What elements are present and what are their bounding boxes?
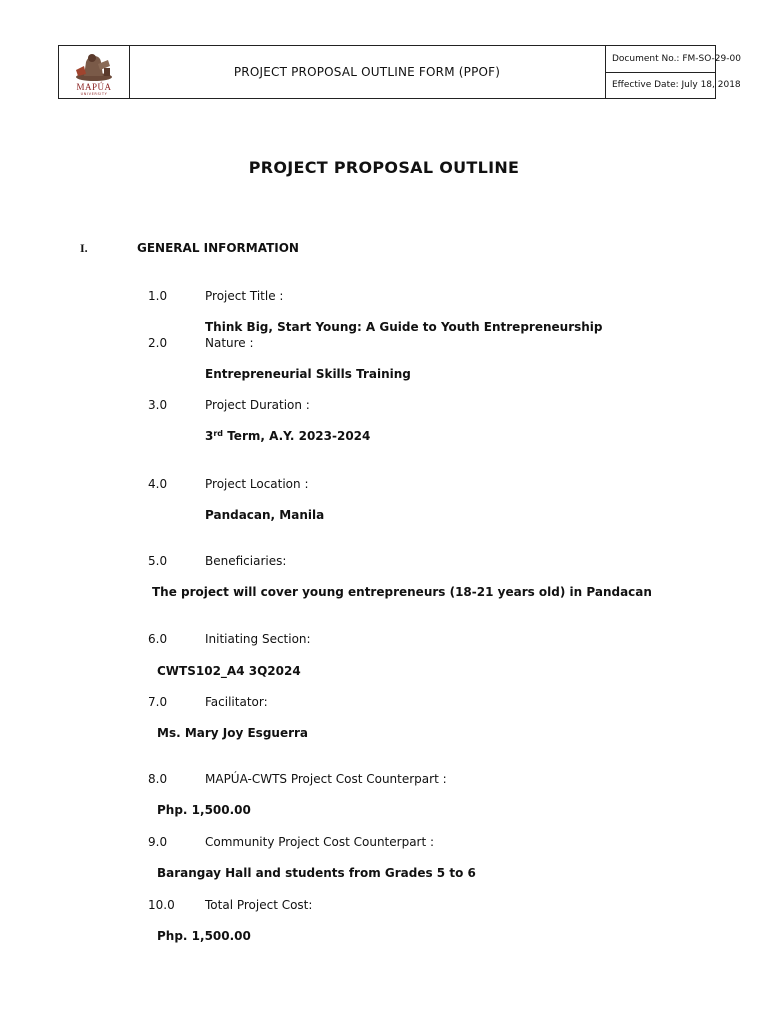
item-number: 6.0 <box>148 632 168 646</box>
effective-date: Effective Date: July 18, 2018 <box>612 80 741 90</box>
item-number: 2.0 <box>148 336 168 350</box>
meta-divider <box>606 72 715 73</box>
item-number: 10.0 <box>148 898 175 912</box>
item-label: Nature : <box>205 336 254 350</box>
item-label: Community Project Cost Counterpart : <box>205 835 435 849</box>
item-value: CWTS102_A4 3Q2024 <box>157 664 301 678</box>
item-number: 9.0 <box>148 835 168 849</box>
item-value: Ms. Mary Joy Esguerra <box>157 726 309 740</box>
item-number: 7.0 <box>148 695 168 709</box>
item-value: Php. 1,500.00 <box>157 803 251 817</box>
form-title: PROJECT PROPOSAL OUTLINE FORM (PPOF) <box>129 46 606 98</box>
form-header <box>58 45 741 99</box>
item-label: Total Project Cost: <box>205 898 313 912</box>
university-seal-icon <box>70 50 118 82</box>
item-label: Initiating Section: <box>205 632 311 646</box>
item-label: Project Location : <box>205 477 309 491</box>
duration-term: Term, A.Y. 2023-2024 <box>223 429 371 443</box>
duration-ordinal: rd <box>213 429 224 438</box>
logo-cell <box>59 46 130 98</box>
document-meta <box>606 46 741 98</box>
item-label: Beneficiaries: <box>205 554 287 568</box>
logo-text: MAPÚA <box>76 82 112 92</box>
item-number: 1.0 <box>148 289 168 303</box>
item-value: The project will cover young entrepreneurs (18-21 years old) in Pandacan <box>152 585 652 599</box>
document-number: Document No.: FM-SO-29-00 <box>612 54 741 64</box>
item-number: 3.0 <box>148 398 168 412</box>
logo-subtext: UNIVERSITY <box>80 92 108 96</box>
item-value: Think Big, Start Young: A Guide to Youth Entrepreneurship <box>205 320 603 334</box>
item-value-duration <box>205 429 370 443</box>
item-label: Project Title : <box>205 289 284 303</box>
item-label: MAPÚA-CWTS Project Cost Counterpart : <box>205 772 447 786</box>
item-label: Facilitator: <box>205 695 268 709</box>
section-title: GENERAL INFORMATION <box>137 241 299 255</box>
duration-number: 3 <box>205 429 214 443</box>
item-label: Project Duration : <box>205 398 310 412</box>
item-value: Php. 1,500.00 <box>157 929 251 943</box>
page-title: PROJECT PROPOSAL OUTLINE <box>248 158 520 177</box>
item-number: 4.0 <box>148 477 168 491</box>
item-number: 8.0 <box>148 772 168 786</box>
item-number: 5.0 <box>148 554 168 568</box>
item-value: Barangay Hall and students from Grades 5 to 6 <box>157 866 476 880</box>
section-number: I. <box>80 241 88 255</box>
item-value: Entrepreneurial Skills Training <box>205 367 411 381</box>
item-value: Pandacan, Manila <box>205 508 325 522</box>
